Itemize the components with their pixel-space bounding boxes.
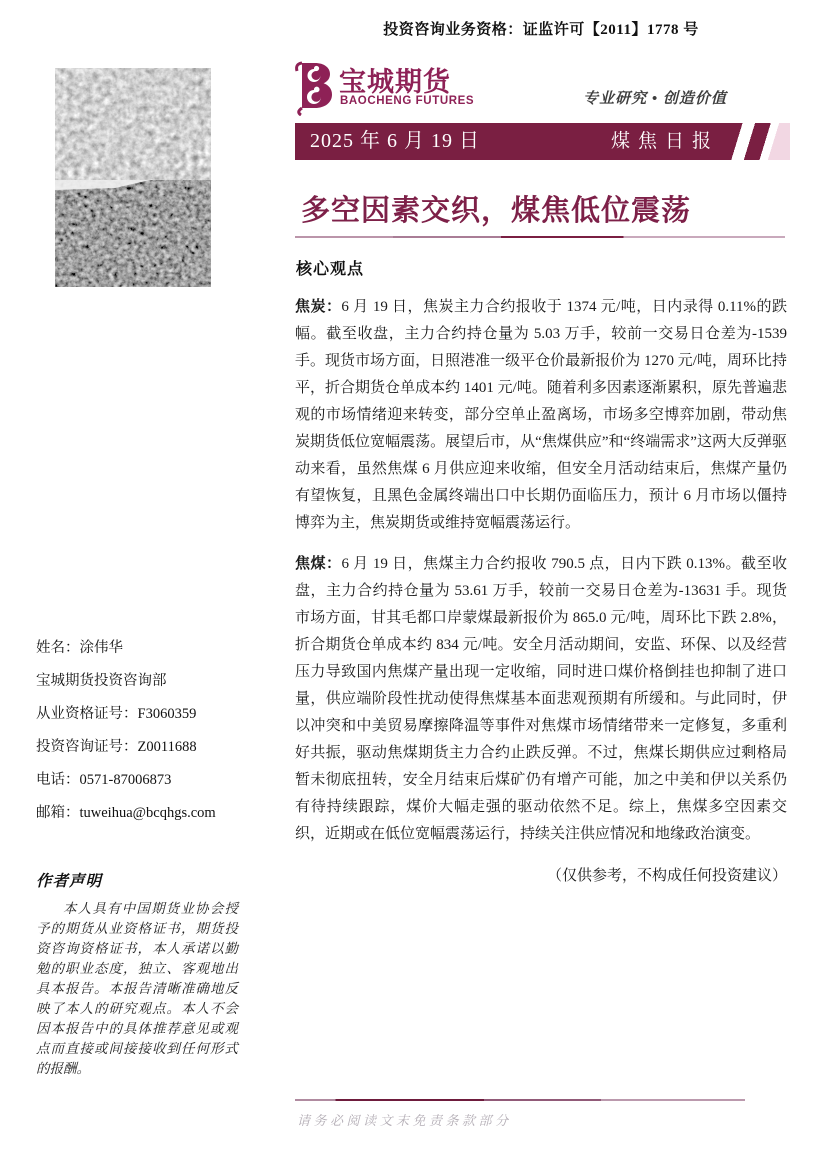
author-declaration: [36, 869, 238, 1079]
date-banner: [295, 123, 790, 160]
paragraph-coke-text: 6 月 19 日，焦炭主力合约报收于 1374 元/吨，日内录得 0.11%的跌幅。截至收盘，主力合约持仓量为 5.03 万手，较前一交易日仓差为-1539 手。现货市场方面，日照港准一级平仓价最新报价为 1270 元/吨，周环比持平，折合期货仓单成本约 1401 元/吨。随着利多因素逐渐累积，原先普遍悲观的市场情绪迎来转变，部分空单止盈离场，市场多空博弈加剧，带动焦炭期货低位宽幅震荡。展望后市，从“焦煤供应”和“终端需求”这两大反弹驱动来看，虽然焦煤 6 月供应迎来收缩，但安全月活动结束后，焦煤产量仍有望恢复，且黑色金属终端出口中长期仍面临压力，预计 6 月市场以僵持博弈为主，焦炭期货或维持宽幅震荡运行。: [295, 299, 787, 531]
email-address: 邮箱：tuweihua@bcqhgs.com: [36, 805, 216, 821]
author-name: 姓名：涂伟华: [36, 640, 123, 656]
author-department: 宝城期货投资咨询部: [36, 673, 167, 689]
brand-name-cn: 宝城期货: [339, 67, 451, 97]
advice-note: （仅供参考，不构成任何投资建议）: [546, 868, 787, 884]
title-divider: [295, 236, 785, 238]
report-body: [295, 293, 787, 885]
declaration-body: 本人具有中国期货业协会授予的期货从业资格证书，期货投资咨询资格证书，本人承诺以勤勉的职业态度，独立、客观地出具本报告。本报告清晰准确地反映了本人的研究观点。本人不会因本报告中的具体推荐意见或观点而直接或间接接收到任何形式的报酬。: [36, 901, 238, 1076]
phone-number: 电话：0571-87006873: [36, 772, 172, 788]
report-date: 2025 年 6 月 19 日: [310, 130, 480, 152]
paragraph-coke-label: 焦炭：: [295, 298, 342, 315]
paragraph-coking-coal-label: 焦煤：: [295, 555, 342, 572]
core-view-heading: 核心观点: [296, 261, 365, 278]
practice-cert-no: 从业资格证号：F3060359: [36, 706, 197, 722]
footer-divider: [295, 1099, 745, 1101]
brand-name-en: BAOCHENG FUTURES: [340, 95, 475, 107]
author-contact: [36, 638, 244, 836]
advisory-cert-no: 投资咨询证号：Z0011688: [36, 739, 197, 755]
paragraph-coking-coal: [295, 550, 787, 848]
brand-tagline: 专业研究 • 创造价值: [583, 91, 727, 107]
coal-texture-image: [55, 68, 211, 287]
footer-disclaimer: 请务必阅读文末免责条款部分: [297, 1113, 512, 1128]
paragraph-coke: [295, 293, 787, 537]
report-title: 多空因素交织，煤焦低位震荡: [301, 195, 692, 227]
qualification-note: 投资咨询业务资格：证监许可【2011】1778 号: [383, 22, 699, 38]
declaration-title: 作者声明: [36, 873, 103, 890]
brand-logo-icon: [293, 60, 335, 116]
report-type: 煤焦日报: [611, 131, 720, 152]
coal-photo: [55, 68, 211, 287]
paragraph-coking-coal-text: 6 月 19 日，焦煤主力合约报收 790.5 点，日内下跌 0.13%。截至收盘，主力合约持仓量为 53.61 万手，较前一交易日仓差为-13631 手。现货市场方面，甘其毛都口岸蒙煤最新报价为 865.0 元/吨，周环比下跌 2.8%，折合期货仓单成本约 834 元/吨。安全月活动期间，安监、环保、以及经营压力导致国内焦煤产量出现一定收缩，同时进口煤价格倒挂也抑制了进口量，供应端阶段性扰动使得焦煤基本面悲观预期有所缓和。与此同时，伊以冲突和中美贸易摩擦降温等事件对焦煤市场情绪带来一定修复，多重利好共振，驱动焦煤期货主力合约止跌反弹。不过，焦煤长期供应过剩格局暂未彻底扭转，安全月结束后煤矿仍有增产可能，加之中美和伊以关系仍有待持续跟踪，煤价大幅走强的驱动依然不足。综上，焦煤多空因素交织，近期或在低位宽幅震荡运行，持续关注供应情况和地缘政治演变。: [295, 556, 787, 842]
